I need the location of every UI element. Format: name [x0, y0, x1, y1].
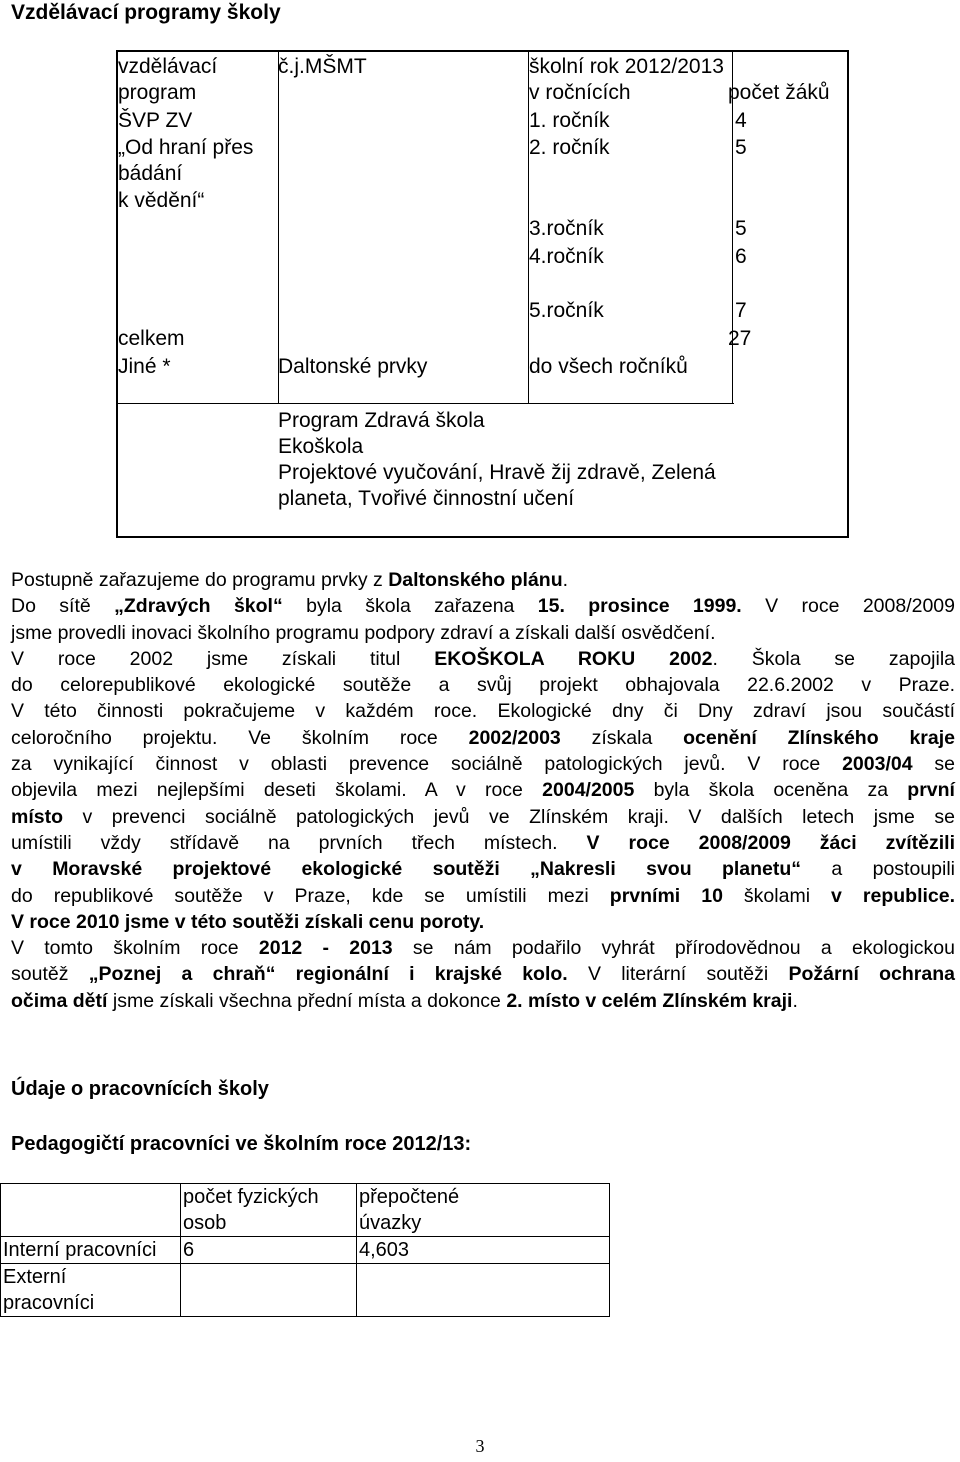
table-divider	[118, 403, 734, 404]
table-cell: 4,603	[357, 1237, 610, 1264]
other-elements: Daltonské prvky	[278, 355, 428, 378]
table-cell	[1, 1184, 181, 1237]
page-title: Vzdělávací programy školy	[11, 1, 281, 24]
table-cell: Externí pracovníci	[1, 1264, 181, 1317]
text-line: místo v prevenci sociálně patologických jevů ve Zlínském kraji. V dalších letech jsme se	[11, 805, 955, 828]
grade-count: 7	[735, 299, 747, 322]
table-header-pupils: počet žáků	[728, 81, 830, 104]
table-divider	[278, 52, 279, 404]
grade-count: 4	[735, 109, 747, 132]
table-header-cell: přepočtené úvazky	[357, 1184, 610, 1237]
program-name: bádání	[118, 162, 183, 185]
text-line: jsme provedli inovaci školního programu podpory zdraví a získali další osvědčení.	[11, 621, 716, 644]
program-list-item: Program Zdravá škola	[278, 409, 485, 432]
text-line: V roce 2010 jsme v této soutěži získali cenu poroty.	[11, 910, 485, 933]
text-line: celoročního projektu. Ve školním roce 2002/2003 získala ocenění Zlínského kraje	[11, 726, 955, 749]
table-header-grades: v ročnících	[529, 81, 631, 104]
table-header-reference: č.j.MŠMT	[278, 55, 367, 78]
text-line: soutěž „Poznej a chraň“ regionální i krajské kolo. V literární soutěži Požární ochrana	[11, 963, 955, 986]
school-achievements-text	[11, 567, 955, 1014]
program-list-item: Ekoškola	[278, 435, 364, 458]
table-header-school-year: školní rok 2012/2013	[529, 55, 724, 78]
program-list-item: planeta, Tvořivé činnostní učení	[278, 487, 575, 510]
text-line: do republikové soutěže v Praze, kde se umístili mezi prvními 10 školami v republice.	[11, 884, 956, 907]
table-row	[1, 1237, 610, 1264]
text-line: V roce 2002 jsme získali titul EKOŠKOLA ROKU 2002. Škola se zapojila	[11, 647, 956, 670]
grade-label: 4.ročník	[529, 245, 604, 268]
total-label: celkem	[118, 327, 185, 350]
text-line: Postupně zařazujeme do programu prvky z Daltonského plánu.	[11, 569, 569, 591]
grade-label: 1. ročník	[529, 109, 610, 132]
grade-label: 3.ročník	[529, 217, 604, 240]
table-header-program: program	[118, 81, 197, 104]
total-value: 27	[728, 327, 752, 350]
grade-count: 6	[735, 245, 747, 268]
text-line: V této činnosti pokračujeme v každém roce. Ekologické dny či Dny zdraví jsou součástí	[11, 700, 955, 723]
table-row	[1, 1264, 610, 1317]
text-line: za vynikající činnost v oblasti prevence sociálně patologických jevů. V roce 2003/04 se	[11, 753, 956, 776]
text-line: umístili vždy střídavě na prvních třech místech. V roce 2008/2009 žáci zvítězili	[11, 831, 955, 854]
grade-label: 2. ročník	[529, 136, 610, 159]
page-number: 3	[475, 1436, 485, 1456]
program-list-item: Projektové vyučování, Hravě žij zdravě, Zelená	[278, 461, 716, 484]
program-name: k vědění“	[118, 189, 205, 212]
grade-count: 5	[735, 217, 747, 240]
table-header-cell: počet fyzických osob	[181, 1184, 357, 1237]
grade-label: 5.ročník	[529, 299, 604, 322]
text-line: Do sítě „Zdravých škol“ byla škola zařazena 15. prosince 1999. V roce 2008/2009	[11, 595, 955, 618]
program-name: „Od hraní přes	[118, 136, 254, 159]
table-cell: 6	[181, 1237, 357, 1264]
other-scope: do všech ročníků	[529, 355, 688, 378]
table-row	[1, 1184, 610, 1237]
table-header-program: vzdělávací	[118, 55, 218, 78]
text-line: objevila mezi nejlepšími deseti školami. A v roce 2004/2005 byla škola oceněna za první	[11, 779, 955, 802]
staff-table	[0, 1183, 610, 1317]
other-label: Jiné *	[118, 355, 171, 378]
grade-count: 5	[735, 136, 747, 159]
text-line: očima dětí jsme získali všechna přední místa a dokonce 2. místo v celém Zlínském kraji.	[11, 989, 798, 1012]
text-line: v Moravské projektové ekologické soutěži „Nakresli svou planetu“ a postoupili	[11, 858, 955, 881]
table-cell	[357, 1264, 610, 1317]
program-code: ŠVP ZV	[118, 109, 193, 132]
text-line: do celorepublikové ekologické soutěže a svůj projekt obhajovala 22.6.2002 v Praze.	[11, 674, 955, 697]
text-line: V tomto školním roce 2012 - 2013 se nám podařilo vyhrát přírodovědnou a ekologickou	[11, 937, 955, 960]
subsection-heading: Pedagogičtí pracovníci ve školním roce 2012/13:	[11, 1133, 472, 1155]
section-heading: Údaje o pracovnících školy	[11, 1078, 269, 1100]
table-cell: Interní pracovníci	[1, 1237, 181, 1264]
table-cell	[181, 1264, 357, 1317]
